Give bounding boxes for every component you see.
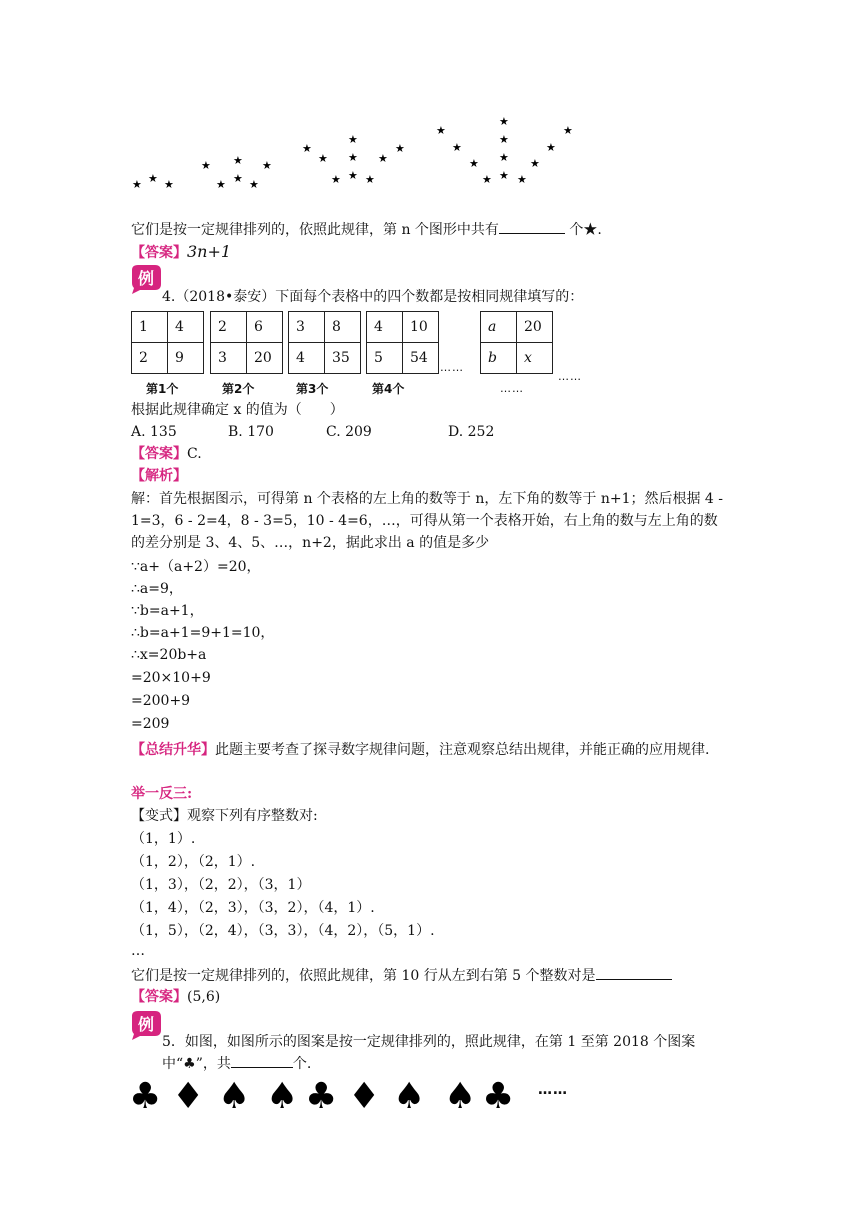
- star-icon: ★: [517, 173, 527, 186]
- star-icon: ★: [499, 133, 509, 146]
- table-cell: 4: [168, 312, 204, 343]
- variant-question: [131, 965, 672, 986]
- star-figure-1: [128, 170, 178, 190]
- spade-icon: ♠: [218, 1076, 251, 1117]
- star-icon: ★: [395, 142, 405, 155]
- stars-question-tail: 个★.: [564, 222, 602, 238]
- analysis-label: 【解析】: [131, 468, 187, 484]
- svg-text:例: 例: [137, 1015, 155, 1034]
- club-icon: ♣: [305, 1076, 338, 1117]
- answer-blank: [596, 965, 672, 980]
- option-d: D. 252: [448, 424, 495, 440]
- number-table-5: [480, 311, 553, 374]
- star-icon: ★: [233, 172, 243, 185]
- answer-label: 【答案】: [131, 989, 187, 1005]
- table-caption: 第2个: [222, 382, 255, 396]
- star-icon: ★: [436, 124, 446, 137]
- solution-step: ∵a+（a+2）=20，: [131, 559, 261, 575]
- star-figure-2: [196, 150, 276, 190]
- table-cell: 8: [325, 312, 361, 343]
- answer-value: (5,6): [187, 989, 221, 1005]
- club-icon: ♣: [129, 1076, 162, 1117]
- table-cell: 5: [367, 343, 403, 374]
- number-table-2: [210, 311, 283, 374]
- star-icon: ★: [249, 178, 259, 191]
- table-cell: 20: [517, 312, 553, 343]
- star-icon: ★: [348, 169, 358, 182]
- example-badge: [128, 264, 162, 294]
- star-icon: ★: [201, 159, 211, 172]
- solution-step: ∵b=a+1，: [131, 603, 204, 619]
- ellipsis: ……: [500, 382, 524, 395]
- number-table-3: [288, 311, 361, 374]
- solution-step: =20×10+9: [131, 670, 211, 686]
- example-badge-icon: [128, 1010, 162, 1040]
- star-icon: ★: [530, 157, 540, 170]
- star-icon: ★: [378, 152, 388, 165]
- ellipsis: ……: [440, 361, 464, 374]
- star-figure-3: [298, 130, 408, 190]
- diamond-icon: ♦: [172, 1076, 205, 1117]
- q5-question-text: 5．如图，如图所示的图案是按一定规律排列的，照此规律，在第 1 至第 2018 个图案中“♣”，共: [162, 1034, 696, 1072]
- answer-blank: [499, 219, 565, 234]
- star-icon: ★: [469, 157, 479, 170]
- analysis-intro: 解：首先根据图示，可得第 n 个表格的左上角的数等于 n，左下角的数等于 n+1；然后根据 4 - 1=3，6 - 2=4，8 - 3=5，10 - 4=6，…，可得从第一个表格开始，右上角的数与左上角的数的差分别是 3、4、5、…，n+2，据此求出 a 的值是多少: [131, 491, 724, 551]
- table-cell: 1: [132, 312, 168, 343]
- q5-question: [162, 1031, 730, 1075]
- table-cell: 2: [132, 343, 168, 374]
- table-cell: 20: [247, 343, 283, 374]
- table-cell: 4: [367, 312, 403, 343]
- table-cell: b: [481, 343, 517, 374]
- star-icon: ★: [563, 124, 573, 137]
- table-caption: 第3个: [296, 382, 329, 396]
- pair-row: （1，3），（2，2），（3，1）: [131, 877, 311, 893]
- q4-options: [131, 422, 494, 442]
- answer-label: 【答案】: [131, 446, 187, 462]
- summary-text: 此题主要考查了探寻数字规律问题，注意观察总结出规律，并能正确的应用规律.: [215, 742, 710, 758]
- spade-icon: ♠: [266, 1076, 299, 1117]
- star-icon: ★: [365, 173, 375, 186]
- pair-row: …: [131, 943, 145, 959]
- table-cell: 2: [211, 312, 247, 343]
- table-cell: a: [481, 312, 517, 343]
- star-icon: ★: [499, 115, 509, 128]
- svg-text:例: 例: [137, 269, 155, 288]
- star-icon: ★: [348, 151, 358, 164]
- option-a: A. 135: [131, 424, 177, 440]
- answer-blank: [231, 1053, 293, 1068]
- star-icon: ★: [546, 141, 556, 154]
- variant-answer: [131, 987, 220, 1007]
- stars-answer: [131, 242, 231, 263]
- star-icon: ★: [302, 142, 312, 155]
- solution-step: =209: [131, 716, 170, 732]
- pair-row: （1，5），（2，4），（3，3），（4，2），（5，1）.: [131, 923, 435, 939]
- diamond-icon: ♦: [348, 1076, 381, 1117]
- table-cell: 35: [325, 343, 361, 374]
- solution-step: ∴b=a+1=9+1=10，: [131, 625, 275, 641]
- table-cell: 54: [403, 343, 439, 374]
- spade-icon: ♠: [444, 1076, 477, 1117]
- table-caption: 第4个: [372, 382, 405, 396]
- table-caption: 第1个: [146, 382, 179, 396]
- option-b: B. 170: [228, 424, 274, 440]
- option-c: C. 209: [326, 424, 372, 440]
- table-cell: 4: [289, 343, 325, 374]
- star-icon: ★: [132, 178, 142, 191]
- table-cell: 10: [403, 312, 439, 343]
- star-icon: ★: [499, 169, 509, 182]
- table-cell: x: [517, 343, 553, 374]
- ellipsis: ……: [538, 1082, 568, 1098]
- star-icon: ★: [318, 152, 328, 165]
- solution-step: =200+9: [131, 693, 191, 709]
- star-icon: ★: [348, 133, 358, 146]
- stars-question: [131, 219, 602, 240]
- answer-value: 3n+1: [187, 242, 232, 261]
- club-icon: ♣: [482, 1076, 515, 1117]
- star-icon: ★: [164, 178, 174, 191]
- q5-question-tail: 个.: [292, 1056, 312, 1072]
- summary: [131, 739, 731, 761]
- summary-label: 【总结升华】: [131, 742, 215, 758]
- star-icon: ★: [262, 159, 272, 172]
- star-icon: ★: [148, 172, 158, 185]
- star-icon: ★: [331, 173, 341, 186]
- solution-step: ∴a=9，: [131, 581, 183, 597]
- pair-row: （1，1）.: [131, 831, 196, 847]
- star-figure-4: [432, 112, 577, 192]
- star-icon: ★: [216, 178, 226, 191]
- star-icon: ★: [482, 173, 492, 186]
- solution-step: ∴x=20b+a: [131, 647, 207, 663]
- pair-row: （1，2），（2，1）.: [131, 854, 256, 870]
- variant-heading: 举一反三:: [131, 786, 193, 802]
- number-table-1: [131, 311, 204, 374]
- pair-row: （1，4），（2，3），（3，2），（4，1）.: [131, 900, 375, 916]
- answer-value: C.: [187, 446, 202, 462]
- star-icon: ★: [452, 141, 462, 154]
- star-icon: ★: [233, 154, 243, 167]
- example-badge-icon: [128, 264, 162, 294]
- variant-label: 【变式】观察下列有序整数对:: [131, 808, 318, 824]
- table-cell: 3: [211, 343, 247, 374]
- variant-question-text: 它们是按一定规律排列的，依照此规律，第 10 行从左到右第 5 个整数对是: [131, 968, 596, 984]
- spade-icon: ♠: [393, 1076, 426, 1117]
- number-table-4: [366, 311, 439, 374]
- star-icon: ★: [499, 151, 509, 164]
- ellipsis: ……: [558, 370, 582, 383]
- stars-question-text: 它们是按一定规律排列的，依照此规律，第 n 个图形中共有: [131, 222, 499, 238]
- table-cell: 6: [247, 312, 283, 343]
- table-cell: 9: [168, 343, 204, 374]
- answer-label: 【答案】: [131, 245, 187, 261]
- table-cell: 3: [289, 312, 325, 343]
- q4-answer: [131, 444, 202, 464]
- q4-ask: 根据此规律确定 x 的值为（ ）: [131, 402, 344, 418]
- q4-stem: 4.（2018•泰安）下面每个表格中的四个数都是按相同规律填写的：: [162, 289, 584, 305]
- example-badge: [128, 1010, 162, 1040]
